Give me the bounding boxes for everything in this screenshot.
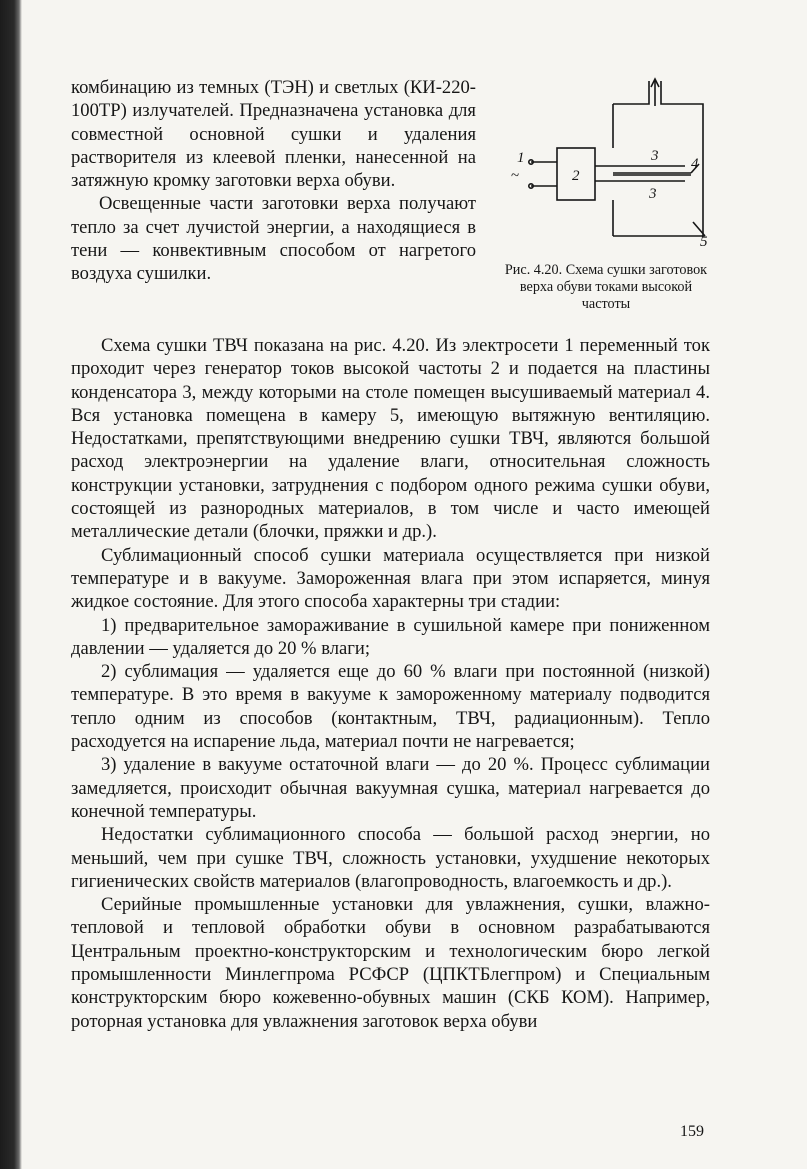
paragraph-top-2: Освещенные части заготовки верха получают тепло за счет лучистой энергии, а находящиеся в тени — конвективным способом от нагретого воздуха сушилки. — [71, 193, 476, 285]
figure-caption: Рис. 4.20. Схема сушки заготовок верха обуви токами высокой частоты — [504, 262, 708, 312]
label-5: 5 — [700, 234, 708, 248]
list-item-3: 3) удаление в вакууме остаточной влаги — до 20 %. Процесс сублимации замедляется, происходит обычная вакуумная сушка, материал нагревается до конечной температуры. — [71, 754, 710, 822]
main-text-column — [71, 334, 710, 1033]
label-3-upper: 3 — [651, 148, 659, 164]
label-ac-tilde: ~ — [511, 168, 520, 184]
chamber-left-top — [613, 81, 649, 104]
label-1: 1 — [517, 150, 525, 166]
paragraph-main-4: Серийные промышленные установки для увлажнения, сушки, влажно-тепловой и тепловой обработки обуви в основном разрабатываются Центральным проектно-конструкторским и технологическим бюро легкой промышленности Минлегпрома РСФСР (ЦПКТБлегпром) и Специальным конструкторским бюро кожевенно-обувных машин (СКБ КОМ). Например, роторная установка для увлажнения заготовок верха обуви — [71, 894, 710, 1032]
page-binding-shadow — [0, 0, 22, 1169]
list-item-1: 1) предварительное замораживание в сушильной камере при пониженном давлении — удаляется до 20 % влаги; — [71, 614, 710, 659]
top-text-column — [71, 76, 476, 286]
paragraph-top-1: комбинацию из темных (ТЭН) и светлых (КИ-220-100ТР) излучателей. Предназначена установка для совместной основной сушки и удаления растворителя из клеевой пленки, нанесенной на затяжную кромку заготовки верха обуви. — [71, 77, 476, 192]
label-4: 4 — [691, 156, 699, 172]
paragraph-main-3: Недостатки сублимационного способа — большой расход энергии, но меньший, чем при сушке ТВЧ, сложность установки, ухудшение некоторых гигиенических свойств материалов (влагопроводность, влагоемкость и др.). — [71, 824, 710, 892]
list-item-2: 2) сублимация — удаляется еще до 60 % влаги при постоянной (низкой) температуре. В это время в вакууме к замороженному материалу подводится тепло одним из способов (контактным, ТВЧ, радиационным). Тепло расходуется на испарение льда, материал почти не нагревается; — [71, 661, 710, 753]
hf-dryer-diagram — [495, 76, 717, 248]
page-number: 159 — [680, 1123, 704, 1140]
paragraph-main-2: Сублимационный способ сушки материала осуществляется при низкой температуре и в вакууме. Замороженная влага при этом испаряется, минуя жидкое состояние. Для этого способа характерны три стадии: — [71, 544, 710, 613]
figure-4-20 — [495, 76, 717, 313]
paragraph-main-1: Схема сушки ТВЧ показана на рис. 4.20. Из электросети 1 переменный ток проходит через генератор токов высокой частоты 2 и подается на пластины конденсатора 3, между которыми на столе помещен высушиваемый материал 4. Вся установка помещена в камеру 5, имеющую вытяжную вентиляцию. Недостатками, препятствующими внедрению сушки ТВЧ, являются большой расход электроэнергии на удаление влаги, относительная сложность конструкции установки, затруднения с подбором одного режима сушки обуви, состоящей из разнородных материалов, в том числе и часто имеющей металлические детали (блочки, пряжки и др.). — [71, 335, 710, 543]
label-2: 2 — [572, 168, 580, 184]
label-3-lower: 3 — [649, 186, 657, 202]
